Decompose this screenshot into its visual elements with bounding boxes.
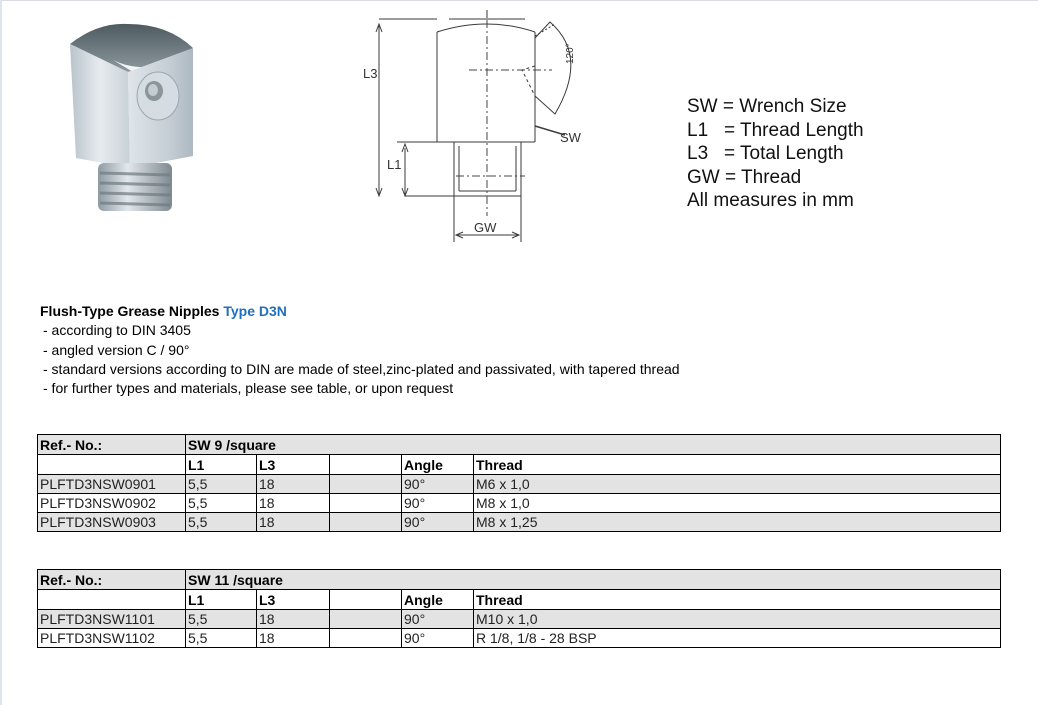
col-header-angle: Angle (402, 455, 474, 475)
table-row (38, 475, 1001, 494)
cell-l3: 18 (257, 610, 330, 629)
cell-angle: 90° (402, 629, 474, 648)
col-header-thread: Thread (474, 455, 1001, 475)
table-header-row (38, 570, 1001, 590)
drawing-label-l3: L3 (363, 66, 378, 81)
table-header-row (38, 435, 1001, 455)
legend-line-units: All measures in mm (687, 190, 854, 211)
product-type: Type D3N (223, 303, 287, 319)
cell-ref: PLFTD3NSW1101 (38, 610, 186, 629)
col-header-angle: Angle (402, 590, 474, 610)
page-left-border (0, 0, 2, 705)
legend-line-gw: GW = Thread (687, 166, 802, 188)
cell-angle: 90° (402, 475, 474, 494)
cell-l1: 5,5 (186, 494, 257, 513)
table-subheader-row (38, 455, 1001, 475)
ref-no-header: Ref.- No.: (38, 570, 186, 590)
cell-thread: M8 x 1,25 (474, 513, 1001, 532)
drawing-label-l1: L1 (387, 157, 402, 172)
col-header-l3: L3 (257, 590, 330, 610)
cell-l3: 18 (257, 494, 330, 513)
col-header-blank (330, 590, 402, 610)
cell-blank (330, 494, 402, 513)
product-photo (58, 8, 208, 230)
dimension-legend (687, 95, 864, 213)
cell-l1: 5,5 (186, 513, 257, 532)
cell-angle: 90° (402, 610, 474, 629)
table-subheader-row (38, 590, 1001, 610)
product-description (40, 302, 680, 398)
cell-blank (330, 475, 402, 494)
legend-line-l1: L1 = Thread Length (687, 119, 864, 141)
table-row (38, 513, 1001, 532)
cell-blank (330, 610, 402, 629)
cell-blank (330, 513, 402, 532)
cell-l1: 5,5 (186, 629, 257, 648)
table-row (38, 494, 1001, 513)
description-bullet: - angled version C / 90° (43, 341, 190, 358)
drawing-label-gw: GW (474, 220, 497, 235)
technical-drawing (357, 6, 589, 244)
col-header-l3: L3 (257, 455, 330, 475)
cell-l1: 5,5 (186, 610, 257, 629)
cell-ref: PLFTD3NSW0902 (38, 494, 186, 513)
cell-l3: 18 (257, 513, 330, 532)
group-header: SW 9 /square (186, 435, 1001, 455)
page-top-border (0, 0, 1038, 1)
cell-l1: 5,5 (186, 475, 257, 494)
cell-ref: PLFTD3NSW1102 (38, 629, 186, 648)
cell-l3: 18 (257, 629, 330, 648)
drawing-label-sw: SW (560, 130, 581, 145)
ref-no-subheader-blank (38, 590, 186, 610)
description-bullet: - according to DIN 3405 (43, 322, 191, 339)
cell-ref: PLFTD3NSW0901 (38, 475, 186, 494)
cell-angle: 90° (402, 513, 474, 532)
spec-table-sw9 (37, 434, 1001, 532)
legend-line-sw: SW = Wrench Size (687, 96, 847, 117)
col-header-l1: L1 (186, 455, 257, 475)
spec-table-sw11 (37, 569, 1001, 648)
table-row (38, 629, 1001, 648)
legend-line-l3: L3 = Total Length (687, 143, 844, 164)
cell-blank (330, 629, 402, 648)
table-row (38, 610, 1001, 629)
cell-thread: R 1/8, 1/8 - 28 BSP (474, 629, 1001, 648)
product-heading (40, 302, 680, 321)
cell-ref: PLFTD3NSW0903 (38, 513, 186, 532)
cell-thread: M8 x 1,0 (474, 494, 1001, 513)
ref-no-subheader-blank (38, 455, 186, 475)
cell-l3: 18 (257, 475, 330, 494)
col-header-thread: Thread (474, 590, 1001, 610)
cell-angle: 90° (402, 494, 474, 513)
description-bullet: - standard versions according to DIN are made of steel,zinc-plated and passivated, with tapered thread (43, 360, 680, 377)
col-header-l1: L1 (186, 590, 257, 610)
cell-thread: M10 x 1,0 (474, 610, 1001, 629)
description-bullet: - for further types and materials, please see table, or upon request (43, 380, 454, 397)
product-title: Flush-Type Grease Nipples (40, 303, 220, 319)
cell-thread: M6 x 1,0 (474, 475, 1001, 494)
ref-no-header: Ref.- No.: (38, 435, 186, 455)
drawing-label-angle: 120° (565, 43, 576, 64)
group-header: SW 11 /square (186, 570, 1001, 590)
col-header-blank (330, 455, 402, 475)
